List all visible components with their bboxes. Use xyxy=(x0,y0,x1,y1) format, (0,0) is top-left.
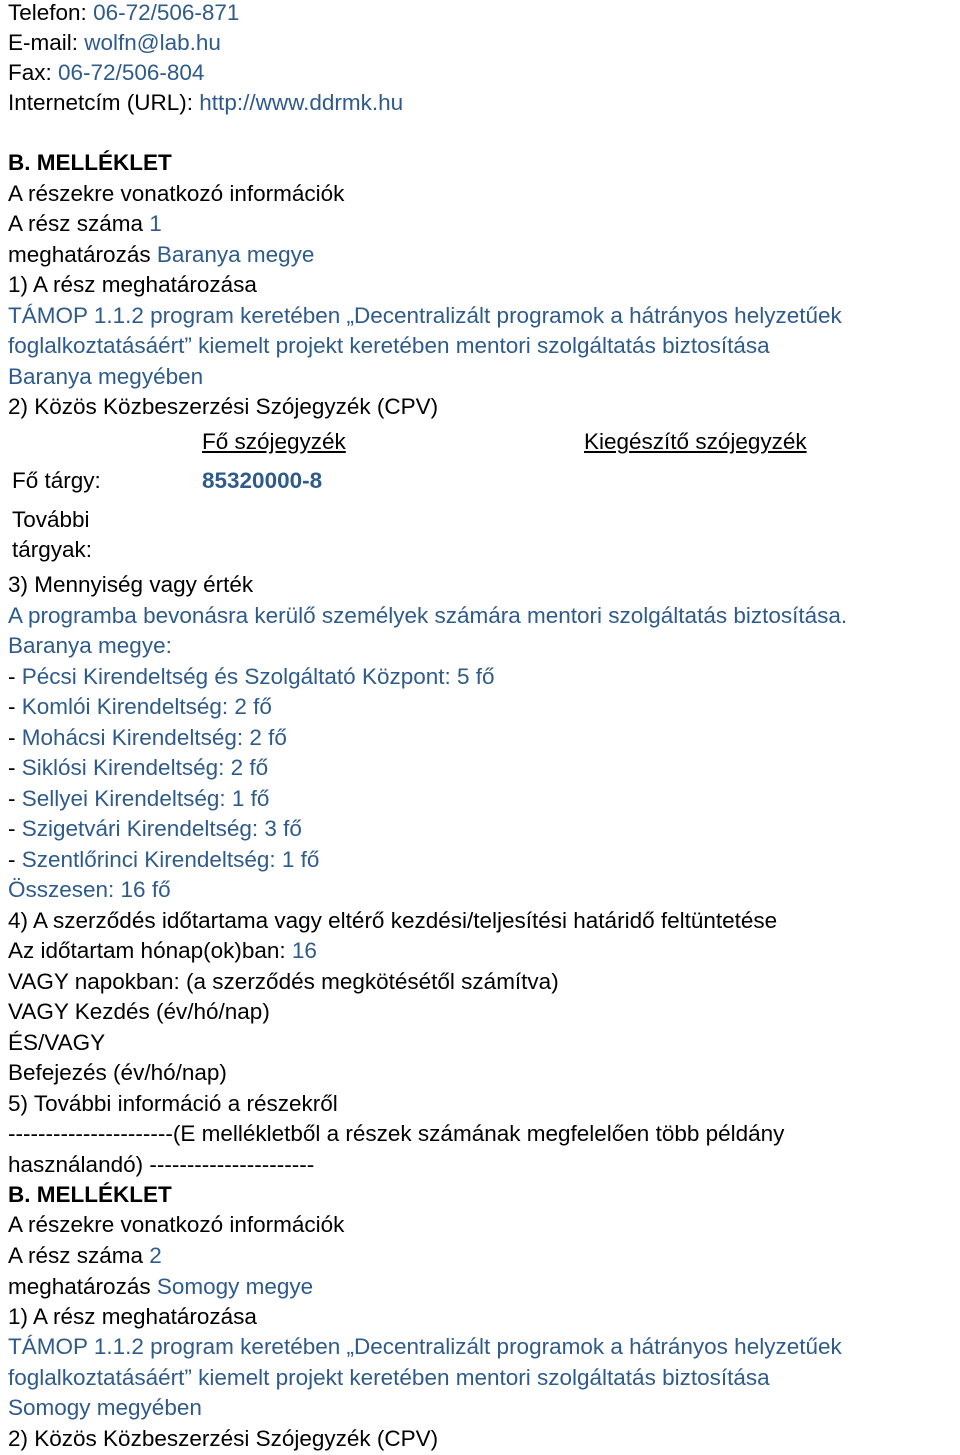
part2-number-line xyxy=(8,1242,162,1270)
phone-label: Telefon: xyxy=(8,0,94,25)
list-bullet: - xyxy=(8,664,22,689)
main-vocabulary-header: Fő szójegyzék xyxy=(202,429,346,454)
list-item xyxy=(8,724,287,752)
part1-description-line-2: foglalkoztatásáért” kiemelt projekt keretében mentori szolgáltatás biztosítása xyxy=(8,333,770,358)
end-date-line: Befejezés (év/hó/nap) xyxy=(8,1060,227,1085)
fax-value: 06-72/506-804 xyxy=(58,60,205,85)
additional-subjects-label-1: További xyxy=(12,507,90,532)
part1-section2-title: 2) Közös Közbeszerzési Szójegyzék (CPV) xyxy=(8,394,439,419)
part2-definition-line xyxy=(8,1273,313,1301)
definition-label: meghatározás xyxy=(8,1274,157,1299)
list-item xyxy=(8,785,269,813)
list-item xyxy=(8,846,319,874)
list-item-text: Komlói Kirendeltség: 2 fő xyxy=(21,694,272,719)
list-item-text: Szentlőrinci Kirendeltség: 1 fő xyxy=(21,847,320,872)
list-bullet: - xyxy=(8,847,22,872)
part2-description-line-1: TÁMOP 1.1.2 program keretében „Decentralizált programok a hátrányos helyzetűek xyxy=(8,1334,842,1359)
email-value: wolfn@lab.hu xyxy=(84,30,221,55)
part1-subheading: A részekre vonatkozó információk xyxy=(8,181,345,206)
part1-section3-title: 3) Mennyiség vagy érték xyxy=(8,572,254,597)
main-subject-label: Fő tárgy: xyxy=(12,468,101,493)
definition-value: Somogy megye xyxy=(156,1274,314,1299)
part-number-value: 1 xyxy=(149,211,162,236)
part1-section1-title: 1) A rész meghatározása xyxy=(8,272,257,297)
part-number-value: 2 xyxy=(149,1243,162,1268)
part-number-label: A rész száma xyxy=(8,1243,150,1268)
part2-section2-title: 2) Közös Közbeszerzési Szójegyzék (CPV) xyxy=(8,1426,439,1451)
part2-description-line-3: Somogy megyében xyxy=(8,1395,202,1420)
fax-line xyxy=(8,59,204,87)
list-bullet: - xyxy=(8,786,22,811)
start-date-line: VAGY Kezdés (év/hó/nap) xyxy=(8,999,270,1024)
part1-heading: B. MELLÉKLET xyxy=(8,150,172,175)
part1-definition-line xyxy=(8,241,314,269)
email-line xyxy=(8,29,221,57)
url-line xyxy=(8,89,403,117)
additional-subjects-label-2: tárgyak: xyxy=(12,537,93,562)
duration-value: 16 xyxy=(291,938,317,963)
part1-number-line xyxy=(8,210,162,238)
list-bullet: - xyxy=(8,694,22,719)
list-bullet: - xyxy=(8,725,22,750)
list-bullet: - xyxy=(8,816,22,841)
part1-section4-title: 4) A szerződés időtartama vagy eltérő kezdési/teljesítési határidő feltüntetése xyxy=(8,908,778,933)
definition-value: Baranya megye xyxy=(156,242,315,267)
duration-line xyxy=(8,937,317,965)
supplementary-vocabulary-header: Kiegészítő szójegyzék xyxy=(584,429,807,454)
phone-line xyxy=(8,0,239,27)
separator-line-2: használandó) ---------------------- xyxy=(8,1152,315,1177)
list-item xyxy=(8,754,268,782)
main-subject-cpv-code: 85320000-8 xyxy=(202,468,323,493)
url-value: http://www.ddrmk.hu xyxy=(199,90,404,115)
url-label: Internetcím (URL): xyxy=(8,90,200,115)
days-line: VAGY napokban: (a szerződés megkötésétől számítva) xyxy=(8,969,559,994)
part2-subheading: A részekre vonatkozó információk xyxy=(8,1212,345,1237)
separator-line-1: ----------------------(E mellékletből a részek számának megfelelően több példány xyxy=(8,1121,785,1146)
list-item xyxy=(8,815,302,843)
list-item xyxy=(8,663,495,691)
list-item-text: Pécsi Kirendeltség és Szolgáltató Központ: 5 fő xyxy=(21,664,495,689)
total-line: Összesen: 16 fő xyxy=(8,877,171,902)
part1-description-line-1: TÁMOP 1.1.2 program keretében „Decentralizált programok a hátrányos helyzetűek xyxy=(8,303,842,328)
quantity-line-1: A programba bevonásra kerülő személyek számára mentori szolgáltatás biztosítása. xyxy=(8,603,848,628)
definition-label: meghatározás xyxy=(8,242,157,267)
part1-section5-title: 5) További információ a részekről xyxy=(8,1091,338,1116)
duration-label: Az időtartam hónap(ok)ban: xyxy=(8,938,292,963)
part2-description-line-2: foglalkoztatásáért” kiemelt projekt keretében mentori szolgáltatás biztosítása xyxy=(8,1365,770,1390)
phone-value: 06-72/506-871 xyxy=(93,0,240,25)
list-item-text: Szigetvári Kirendeltség: 3 fő xyxy=(21,816,302,841)
quantity-line-2: Baranya megye: xyxy=(8,633,172,658)
fax-label: Fax: xyxy=(8,60,59,85)
part2-section1-title: 1) A rész meghatározása xyxy=(8,1304,257,1329)
list-item-text: Mohácsi Kirendeltség: 2 fő xyxy=(21,725,287,750)
and-or-line: ÉS/VAGY xyxy=(8,1030,106,1055)
list-bullet: - xyxy=(8,755,22,780)
list-item-text: Sellyei Kirendeltség: 1 fő xyxy=(21,786,270,811)
email-label: E-mail: xyxy=(8,30,85,55)
list-item-text: Siklósi Kirendeltség: 2 fő xyxy=(21,755,269,780)
part-number-label: A rész száma xyxy=(8,211,150,236)
part1-description-line-3: Baranya megyében xyxy=(8,364,204,389)
part2-heading: B. MELLÉKLET xyxy=(8,1182,172,1207)
list-item xyxy=(8,693,272,721)
